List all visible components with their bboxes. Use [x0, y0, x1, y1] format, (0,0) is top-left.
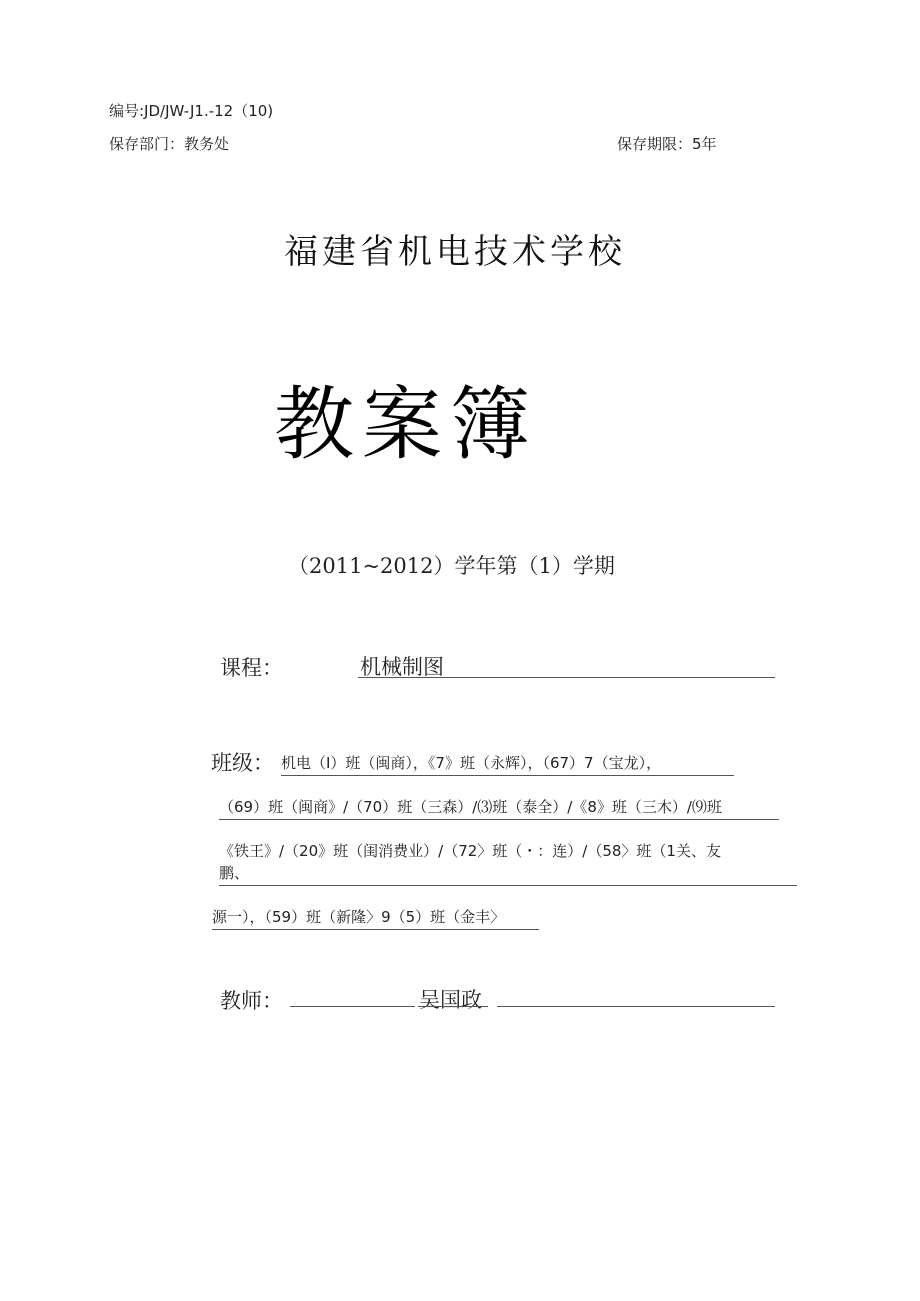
- classes-line-4: 鹏、: [219, 862, 797, 886]
- storage-period: 保存期限：5年: [617, 135, 717, 153]
- teacher-name-underline: [418, 1006, 488, 1007]
- storage-department: 保存部门：教务处: [109, 135, 230, 153]
- teacher-underline-right: [497, 1006, 775, 1007]
- course-underline: [358, 677, 775, 678]
- teacher-underline-left: [290, 1006, 415, 1007]
- course-label: 课程：: [220, 656, 283, 680]
- classes-line-3: 《铁王》/（20》班（闺消费业）/（72〉班（・：连）/（58〉班（1关、友: [219, 842, 721, 860]
- classes-line-5: 源一），（59）班（新隆〉9（5）班（金丰〉: [212, 906, 539, 930]
- academic-term: （2011~2012）学年第（1）学期: [288, 554, 615, 578]
- teacher-label: 教师：: [220, 989, 283, 1013]
- classes-line-1: 机电（I）班（闽商），《7》班（永辉），（67）7（宝龙），: [281, 752, 734, 776]
- teacher-value: 吴国政: [419, 988, 482, 1012]
- doc-number: 编号:JD/JW-J1.-12（10): [109, 102, 274, 120]
- course-value: 机械制图: [360, 655, 444, 679]
- school-name: 福建省机电技术学校: [284, 232, 626, 272]
- book-title: 教案簿: [274, 378, 538, 471]
- classes-line-2: （69）班（闽商》/（70）班（三森）/⑶班（泰全）/《8》班（三木）/⑼班: [219, 796, 779, 820]
- classes-label: 班级：: [211, 751, 274, 775]
